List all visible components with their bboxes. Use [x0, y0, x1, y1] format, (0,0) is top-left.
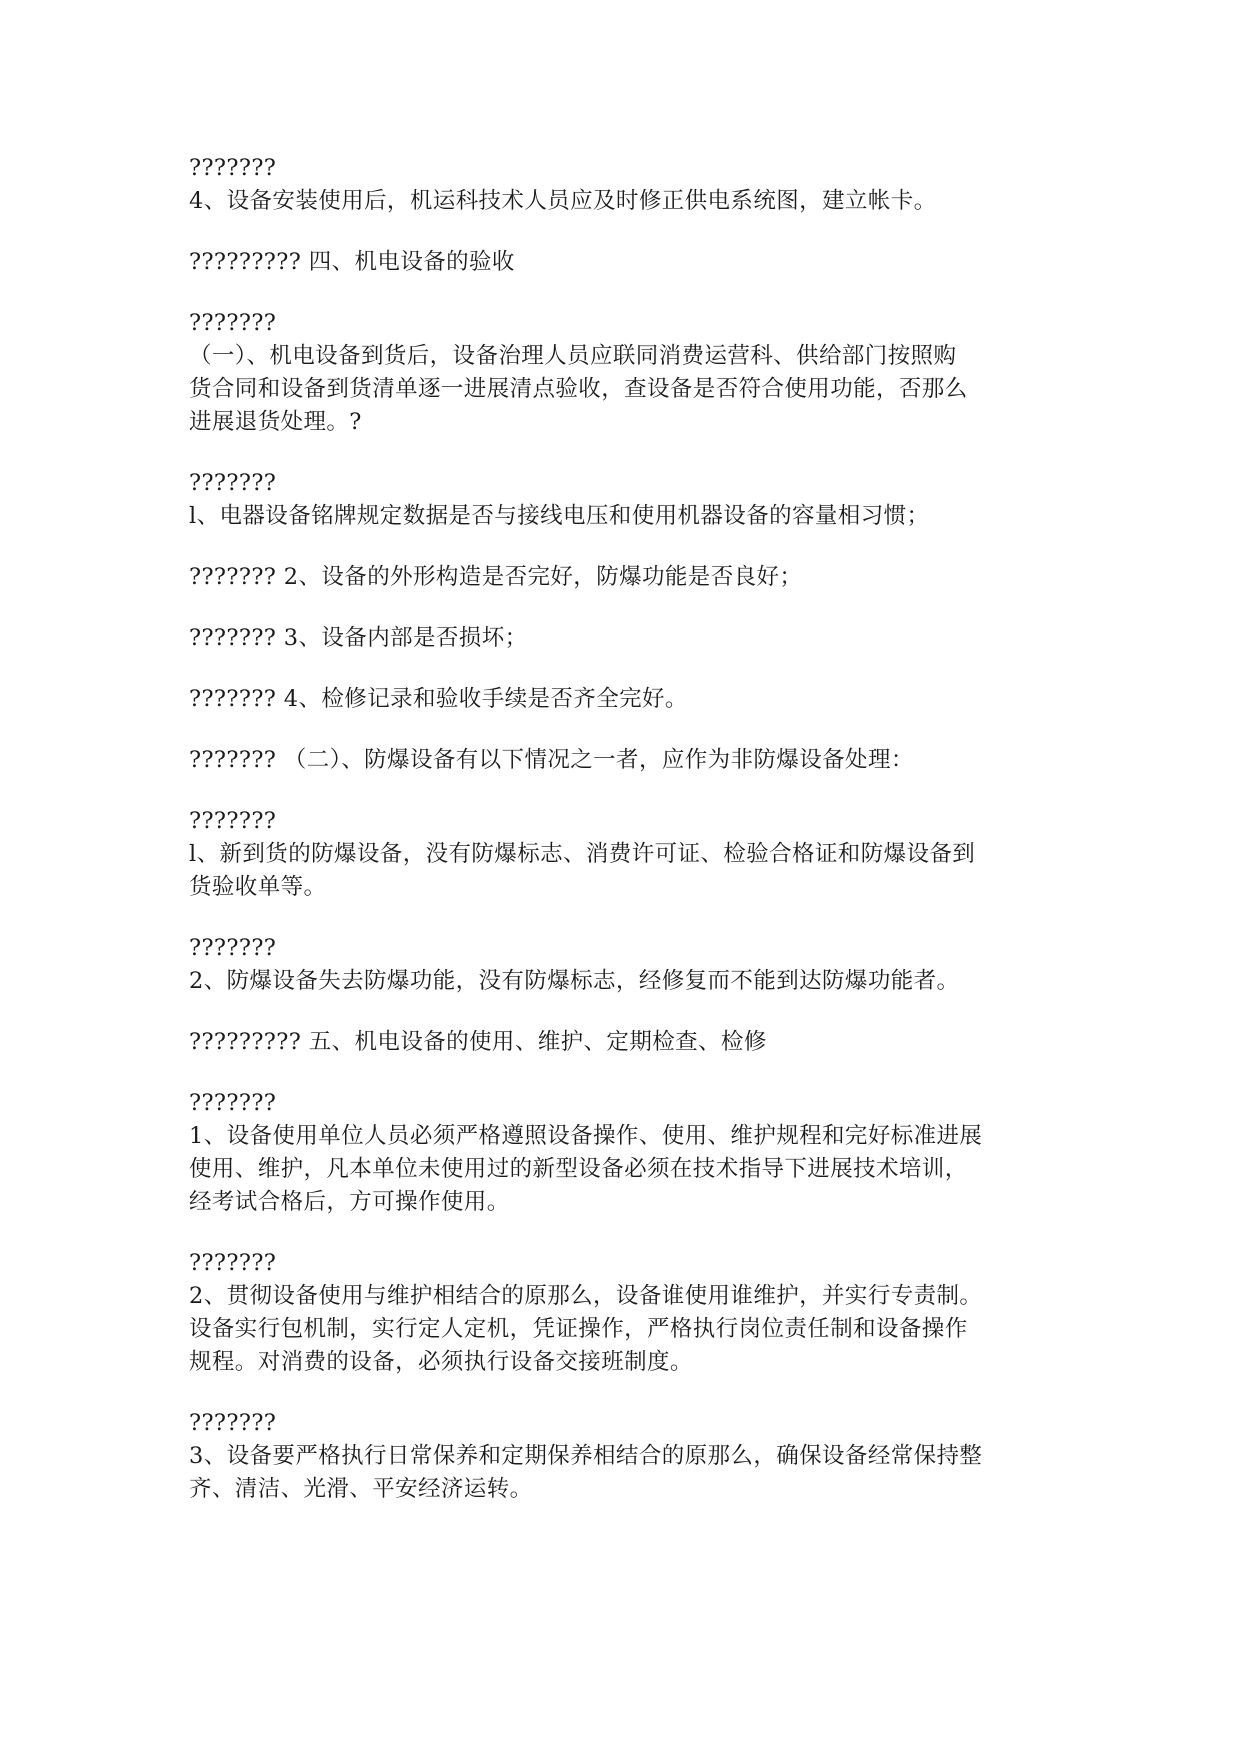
placeholder-line: ???????: [189, 935, 277, 961]
section-heading: [189, 1026, 1069, 1059]
text-line: l、新到货的防爆设备，没有防爆标志、消费许可证、检验合格证和防爆设备到: [189, 841, 976, 867]
placeholder-line: ???????: [189, 310, 277, 336]
text-line: 4、设备安装使用后，机运科技术人员应及时修正供电系统图，建立帐卡。: [189, 188, 937, 214]
text-line: ??????? 4、检修记录和验收手续是否齐全完好。: [189, 686, 688, 712]
placeholder-line: ???????: [189, 1090, 277, 1116]
paragraph: [189, 932, 1069, 998]
text-line: 使用、维护，凡本单位未使用过的新型设备必须在技术指导下进展技术培训，: [189, 1156, 968, 1182]
paragraph: [189, 805, 1069, 904]
paragraph: [189, 744, 1069, 777]
text-line: 1、设备使用单位人员必须严格遵照设备操作、使用、维护规程和完好标准进展: [189, 1123, 983, 1149]
placeholder-line: ???????: [189, 1410, 277, 1436]
text-line: 2、贯彻设备使用与维护相结合的原那么，设备谁使用谁维护，并实行专责制。: [189, 1283, 983, 1309]
paragraph: [189, 1087, 1069, 1219]
text-line: ??????? 3、设备内部是否损坏；: [189, 625, 528, 651]
placeholder-line: ???????: [189, 470, 277, 496]
paragraph: [189, 467, 1069, 533]
document-page: [189, 152, 1069, 1506]
text-line: 货合同和设备到货清单逐一进展清点验收，查设备是否符合使用功能，否那么: [189, 376, 968, 402]
placeholder-line: ???????: [189, 1250, 277, 1276]
paragraph: [189, 683, 1069, 716]
placeholder-line: ???????: [189, 155, 277, 181]
text-line: 规程。对消费的设备，必须执行设备交接班制度。: [189, 1349, 693, 1375]
section-heading: [189, 246, 1069, 279]
text-line: ??????? （二）、防爆设备有以下情况之一者，应作为非防爆设备处理：: [189, 747, 914, 773]
paragraph: [189, 561, 1069, 594]
text-line: 货验收单等。: [189, 874, 327, 900]
paragraph: [189, 1407, 1069, 1506]
text-line: ??????? 2、设备的外形构造是否完好，防爆功能是否良好；: [189, 564, 803, 590]
text-line: 设备实行包机制，实行定人定机，凭证操作，严格执行岗位责任制和设备操作: [189, 1316, 968, 1342]
text-line: 经考试合格后，方可操作使用。: [189, 1189, 510, 1215]
paragraph: [189, 307, 1069, 439]
text-line: （一）、机电设备到货后，设备治理人员应联同消费运营科、供给部门按照购: [189, 343, 957, 369]
text-line: l、电器设备铭牌规定数据是否与接线电压和使用机器设备的容量相习惯；: [189, 503, 930, 529]
document-body: [189, 152, 1069, 1506]
paragraph: [189, 622, 1069, 655]
text-line: 进展退货处理。?: [189, 409, 362, 435]
text-line: 齐、清洁、光滑、平安经济运转。: [189, 1476, 533, 1502]
heading-line: ????????? 五、机电设备的使用、维护、定期检查、检修: [189, 1029, 767, 1055]
heading-line: ????????? 四、机电设备的验收: [189, 249, 515, 275]
paragraph: [189, 152, 1069, 218]
text-line: 3、设备要严格执行日常保养和定期保养相结合的原那么，确保设备经常保持整: [189, 1443, 983, 1469]
placeholder-line: ???????: [189, 808, 277, 834]
text-line: 2、防爆设备失去防爆功能，没有防爆标志，经修复而不能到达防爆功能者。: [189, 968, 960, 994]
paragraph: [189, 1247, 1069, 1379]
